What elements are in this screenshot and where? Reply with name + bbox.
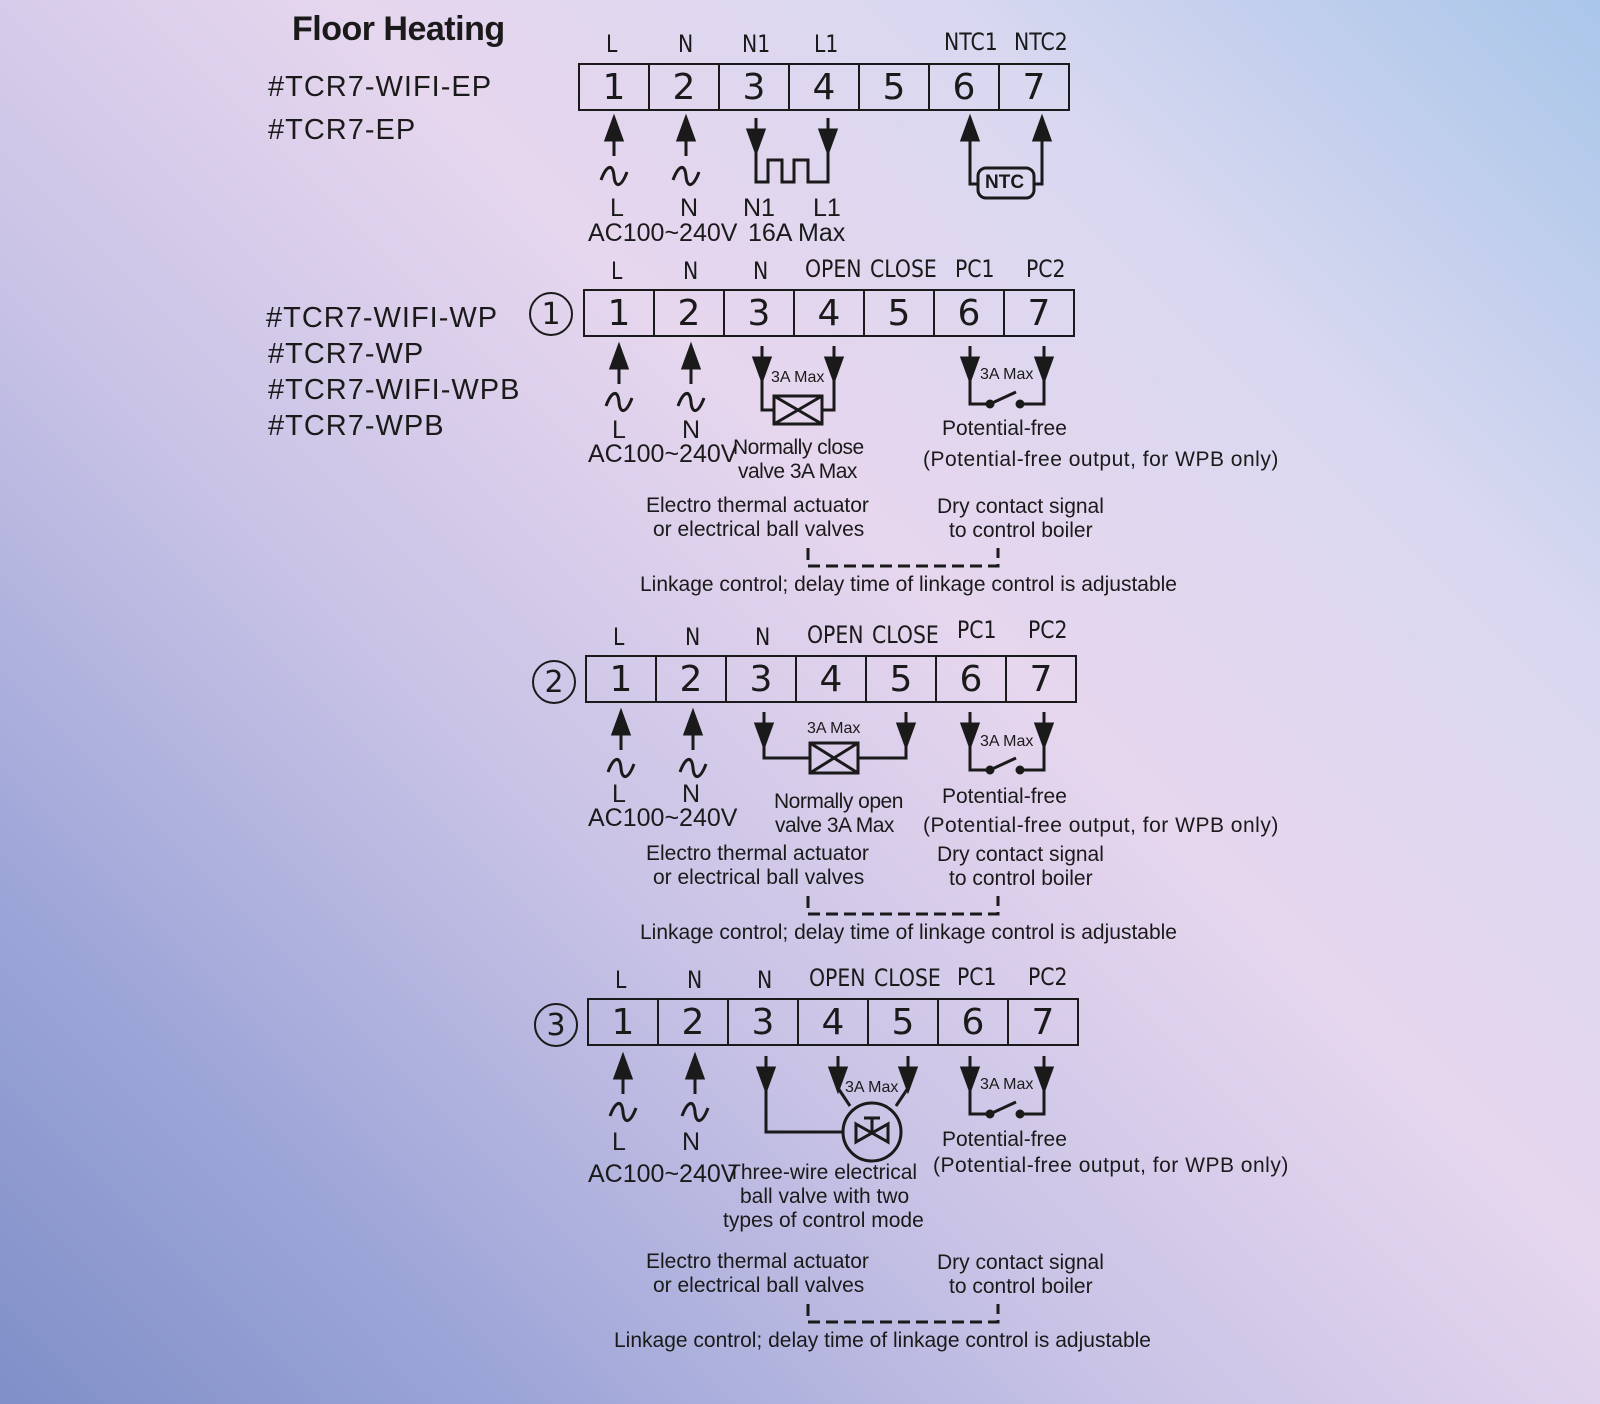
dry-contact-label: Dry contact signal — [937, 843, 1104, 866]
ac-neutral-input — [673, 118, 699, 185]
terminal-header: OPEN — [805, 255, 862, 283]
terminal-cell: 3 — [729, 1000, 799, 1044]
diagram-marker: 3 — [534, 1003, 578, 1047]
terminal-cell: 7 — [1029, 658, 1053, 700]
model-name: #TCR7-WP — [268, 338, 425, 370]
terminal-cell: 6 — [930, 65, 1000, 109]
terminal-cell: 4 — [795, 291, 865, 335]
relay-max-label: 3A Max — [980, 1076, 1034, 1093]
valve-description: Normally close — [733, 436, 864, 459]
terminal-cell: 2 — [650, 65, 720, 109]
model-name: #TCR7-WIFI-WPB — [268, 374, 521, 406]
dry-contact-label: to control boiler — [949, 1275, 1093, 1298]
terminal-header: L — [606, 30, 618, 58]
terminal-header: N — [687, 966, 703, 994]
linkage-connector — [808, 1304, 998, 1322]
potential-free-label: Potential-free — [942, 785, 1067, 808]
valve-description: valve 3A Max — [775, 814, 894, 837]
relay-contact-icon — [962, 712, 1052, 773]
valve-max-label: 3A Max — [771, 369, 825, 386]
actuator-label: or electrical ball valves — [653, 518, 865, 541]
ac-neutral-input — [682, 1056, 708, 1121]
terminal-cell: 1 — [580, 65, 650, 109]
terminal-cell: 5 — [867, 657, 937, 701]
terminal-header: N — [685, 623, 701, 651]
terminal-header: PC2 — [1028, 963, 1068, 991]
ac-voltage-label: AC100~240V — [588, 440, 738, 468]
terminal-header: L — [615, 966, 627, 994]
page-title: Floor Heating — [292, 10, 505, 48]
model-name: #TCR7-WPB — [268, 410, 445, 442]
actuator-label: Electro thermal actuator — [646, 494, 869, 517]
terminal-cell: 2 — [655, 291, 725, 335]
valve-max-label: 3A Max — [807, 720, 861, 737]
diagram-marker: 1 — [529, 292, 573, 336]
valve-description: ball valve with two — [740, 1185, 910, 1208]
ntc-sensor-label: NTC — [985, 172, 1025, 193]
terminal-header: N — [753, 257, 769, 285]
terminal-header: NTC1 — [944, 28, 998, 56]
terminal-cell: 2 — [657, 657, 727, 701]
terminal-header: PC1 — [957, 963, 997, 991]
terminal-cell: 2 — [659, 1000, 729, 1044]
terminal-header: PC2 — [1026, 255, 1066, 283]
ac-live-input — [606, 346, 632, 411]
ac-neutral-input — [680, 712, 706, 777]
wire-label: L — [612, 780, 626, 808]
ntc-sensor-icon — [962, 118, 1050, 198]
terminal-cell: 4 — [797, 657, 867, 701]
terminal-header: NTC2 — [1014, 28, 1068, 56]
max-current-label: 16A Max — [748, 219, 846, 247]
terminal-cell: 3 — [727, 657, 797, 701]
wire-label: L — [612, 416, 626, 444]
ac-live-input — [610, 1056, 636, 1121]
linkage-label: Linkage control; delay time of linkage control is adjustable — [614, 1329, 1151, 1352]
ac-voltage-label: AC100~240V — [588, 219, 738, 247]
terminal-cell: 5 — [860, 65, 930, 109]
model-name: #TCR7-WIFI-WP — [266, 302, 499, 334]
potential-free-label: Potential-free — [942, 1128, 1067, 1151]
dry-contact-label: to control boiler — [949, 519, 1093, 542]
terminal-header: CLOSE — [874, 964, 941, 992]
wire-label: L — [612, 1128, 626, 1156]
ball-valve-icon — [758, 1056, 916, 1161]
terminal-header: N — [683, 257, 699, 285]
wire-label: L — [610, 194, 624, 222]
terminal-header: L — [613, 623, 625, 651]
terminal-cell: 1 — [585, 291, 655, 335]
wire-label: N1 — [743, 194, 775, 222]
terminal-header: L1 — [814, 30, 839, 58]
potential-free-note: (Potential-free output, for WPB only) — [933, 1154, 1289, 1177]
ac-voltage-label: AC100~240V — [588, 1160, 738, 1188]
terminal-header: CLOSE — [872, 621, 939, 649]
dry-contact-label: Dry contact signal — [937, 1251, 1104, 1274]
model-name: #TCR7-EP — [268, 114, 417, 146]
diagram-marker: 2 — [532, 660, 576, 704]
linkage-label: Linkage control; delay time of linkage control is adjustable — [640, 573, 1177, 596]
valve-actuator-icon — [756, 712, 914, 773]
terminal-cell: 5 — [869, 1000, 939, 1044]
terminal-cell: 7 — [1022, 66, 1046, 108]
terminal-cell: 6 — [935, 291, 1005, 335]
terminal-header: PC1 — [957, 616, 997, 644]
terminal-cell: 3 — [720, 65, 790, 109]
terminal-cell: 3 — [725, 291, 795, 335]
linkage-connector — [808, 548, 998, 566]
wire-label: L1 — [813, 194, 841, 222]
relay-contact-icon — [962, 346, 1052, 407]
ac-live-input — [601, 118, 627, 185]
terminal-cell: 4 — [790, 65, 860, 109]
ac-neutral-input — [678, 346, 704, 411]
relay-max-label: 3A Max — [980, 733, 1034, 750]
potential-free-note: (Potential-free output, for WPB only) — [923, 448, 1279, 471]
ac-live-input — [608, 712, 634, 777]
terminal-cell: 7 — [1031, 1001, 1055, 1043]
terminal-cell: 5 — [865, 291, 935, 335]
terminal-header: L — [611, 257, 623, 285]
dry-contact-label: to control boiler — [949, 867, 1093, 890]
terminal-cell: 6 — [937, 657, 1007, 701]
relay-contact-icon — [962, 1056, 1052, 1117]
terminal-cell: 1 — [587, 657, 657, 701]
wire-label: N — [682, 416, 701, 444]
valve-description: types of control mode — [723, 1209, 924, 1232]
terminal-cell: 7 — [1027, 292, 1051, 334]
terminal-header: N — [755, 623, 771, 651]
terminal-cell: 1 — [589, 1000, 659, 1044]
potential-free-label: Potential-free — [942, 417, 1067, 440]
terminal-header: N1 — [742, 30, 771, 58]
terminal-header: N — [678, 30, 694, 58]
linkage-label: Linkage control; delay time of linkage control is adjustable — [640, 921, 1177, 944]
linkage-connector — [808, 896, 998, 914]
actuator-label: Electro thermal actuator — [646, 842, 869, 865]
model-name: #TCR7-WIFI-EP — [268, 71, 493, 103]
actuator-label: or electrical ball valves — [653, 866, 865, 889]
terminal-header: PC2 — [1028, 616, 1068, 644]
terminal-header: OPEN — [809, 964, 866, 992]
terminal-cell: 4 — [799, 1000, 869, 1044]
terminal-header: PC1 — [955, 255, 995, 283]
valve-actuator-icon — [754, 346, 842, 424]
actuator-label: or electrical ball valves — [653, 1274, 865, 1297]
ac-voltage-label: AC100~240V — [588, 804, 738, 832]
heater-load-icon — [748, 118, 836, 182]
valve-description: Normally open — [774, 790, 903, 813]
wire-label: N — [680, 194, 699, 222]
valve-description: Three-wire electrical — [728, 1161, 918, 1184]
potential-free-note: (Potential-free output, for WPB only) — [923, 814, 1279, 837]
actuator-label: Electro thermal actuator — [646, 1250, 869, 1273]
wire-label: N — [682, 780, 701, 808]
relay-max-label: 3A Max — [980, 366, 1034, 383]
terminal-header: CLOSE — [870, 255, 937, 283]
dry-contact-label: Dry contact signal — [937, 495, 1104, 518]
terminal-header: N — [757, 966, 773, 994]
valve-description: valve 3A Max — [738, 460, 857, 483]
terminal-header: OPEN — [807, 621, 864, 649]
valve-max-label: 3A Max — [845, 1079, 899, 1096]
terminal-cell: 6 — [939, 1000, 1009, 1044]
wire-label: N — [682, 1128, 701, 1156]
